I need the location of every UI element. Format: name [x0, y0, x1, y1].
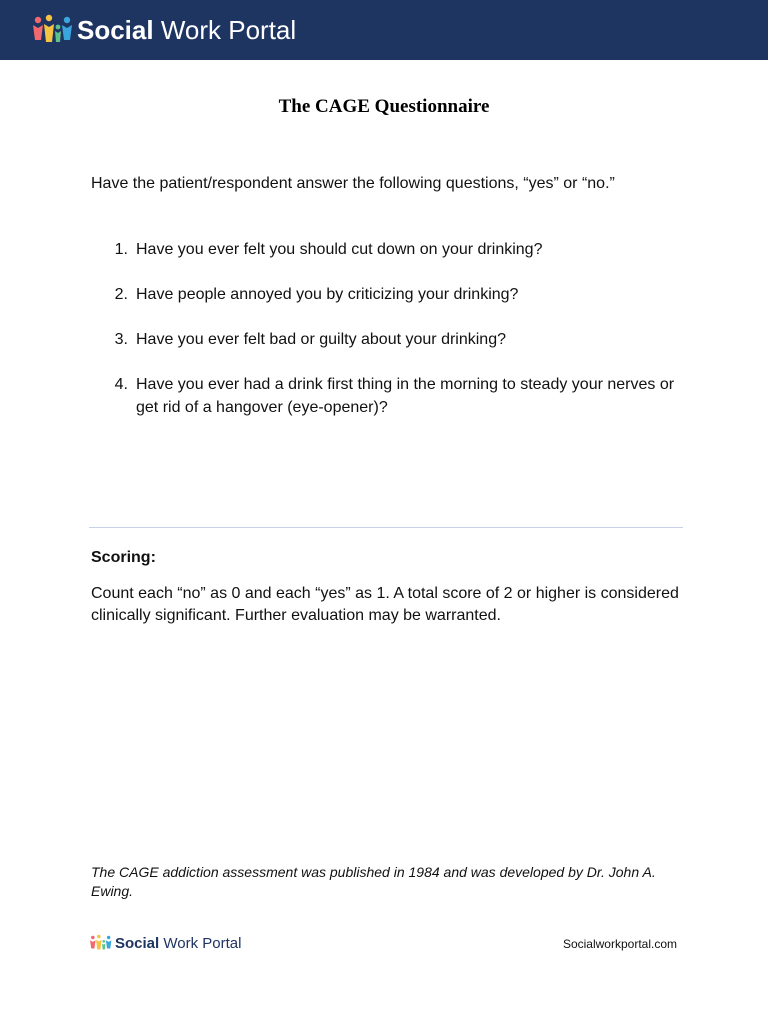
question-text: Have people annoyed you by criticizing your drinking? — [136, 286, 519, 303]
scoring-text: Count each “no” as 0 and each “yes” as 1. A total score of 2 or higher is considered clinically significant. Further evaluation may be warranted. — [91, 585, 679, 624]
question-number: 1. — [114, 241, 128, 258]
document-title: The CAGE Questionnaire — [278, 96, 490, 117]
question-item — [91, 283, 691, 306]
question-list — [91, 238, 691, 419]
question-text: Have you ever had a drink first thing in the morning to steady your nerves or get rid of a hangover (eye-opener)? — [136, 376, 675, 416]
header-brand-light: Work Portal — [153, 15, 297, 45]
header-brand[interactable] — [31, 14, 296, 46]
question-text: Have you ever felt you should cut down on your drinking? — [136, 241, 543, 258]
instructions-text: Have the patient/respondent answer the following questions, “yes” or “no.” — [91, 175, 615, 192]
question-text: Have you ever felt bad or guilty about your drinking? — [136, 331, 506, 348]
footer-brand-bold: Social — [115, 934, 160, 952]
footer-brand[interactable] — [89, 934, 241, 952]
footnote-text: The CAGE addiction assessment was published in 1984 and was developed by Dr. John A. Ewing. — [91, 864, 656, 899]
section-divider — [89, 527, 683, 528]
question-item — [91, 238, 691, 261]
question-number: 3. — [114, 331, 128, 348]
footer-brand-light: Work Portal — [159, 934, 242, 952]
people-logo-icon — [89, 934, 113, 952]
scoring-heading: Scoring: — [91, 549, 156, 566]
header-brand-bold: Social — [77, 15, 154, 45]
footer-brand-text — [115, 936, 241, 951]
people-logo-icon — [31, 14, 75, 46]
footer-website-link[interactable]: Socialworkportal.com — [562, 937, 677, 951]
question-item — [91, 328, 691, 351]
header-bar — [0, 0, 768, 60]
question-number: 2. — [114, 286, 128, 303]
question-number: 4. — [114, 376, 128, 393]
header-brand-text — [77, 17, 296, 43]
question-item — [91, 373, 691, 419]
